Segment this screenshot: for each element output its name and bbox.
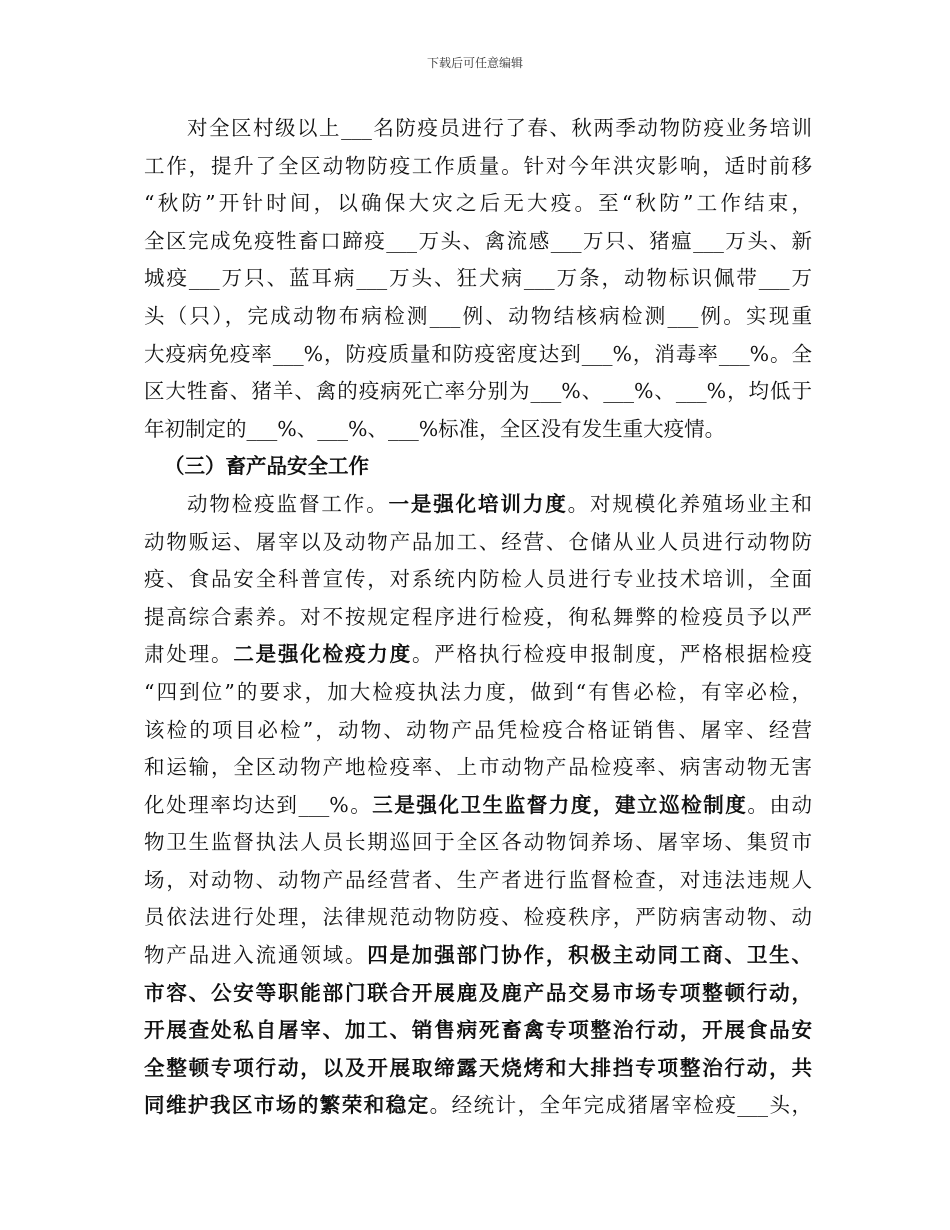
text-line	[144, 1087, 812, 1125]
text-run: 化处理率均达到___%。	[144, 792, 373, 817]
text-line	[144, 373, 812, 411]
bold-text-run: 市容、公安等职能部门联合开展鹿及鹿产品交易市场专项整顿行动，	[144, 980, 812, 1005]
text-run: 对全区村级以上___名防疫员进行了春、秋两季动物防疫业务培训	[187, 116, 812, 140]
text-run: 物卫生监督执法人员长期巡回于全区各动物饲养场、屠宰场、集贸市	[144, 830, 812, 855]
text-run: 物产品进入流通领域。	[144, 943, 368, 968]
text-run: 。经统计，全年完成猪屠宰检疫___头，	[429, 1093, 812, 1118]
text-run: 疫、食品安全科普宣传，对系统内防检人员进行专业技术培训，全面	[144, 567, 812, 592]
text-line	[144, 636, 812, 674]
text-run: 城疫___万只、蓝耳病___万头、狂犬病___万条，动物标识佩带___万	[144, 266, 812, 291]
text-line	[144, 524, 812, 562]
text-run: 全区完成免疫牲畜口蹄疫___万头、禽流感___万只、猪瘟___万头、新	[144, 228, 812, 253]
text-line	[144, 975, 812, 1013]
page-header: 下载后可任意编辑	[426, 56, 523, 70]
text-run: 员依法进行处理，法律规范动物防疫、检疫秩序，严防病害动物、动	[144, 905, 812, 930]
text-line	[144, 1050, 812, 1088]
text-line	[144, 749, 812, 787]
text-run: 大疫病免疫率___%，防疫质量和防疫密度达到___%，消毒率___%。全	[144, 341, 812, 366]
text-run: 动物贩运、屠宰以及动物产品加工、经营、仓储从业人员进行动物防	[144, 529, 812, 554]
text-run: “四到位”的要求，加大检疫执法力度，做到“有售必检，有宰必检，	[144, 679, 812, 704]
text-line	[144, 824, 812, 862]
text-run: 提高综合素养。对不按规定程序进行检疫，徇私舞弊的检疫员予以严	[144, 604, 812, 629]
text-run: 。由动	[747, 792, 812, 817]
text-line	[144, 486, 812, 524]
text-line	[144, 599, 812, 637]
text-run: 场，对动物、动物产品经营者、生产者进行监督检查，对违法违规人	[144, 867, 812, 892]
bold-text-run: 二是强化检疫力度	[233, 642, 412, 667]
text-run: 动物检疫监督工作。	[187, 491, 389, 516]
text-run: 和运输，全区动物产地检疫率、上市动物产品检疫率、病害动物无害	[144, 755, 812, 780]
text-line	[144, 561, 812, 599]
text-run: 。严格执行检疫申报制度，严格根据检疫	[411, 642, 812, 667]
text-line	[144, 223, 812, 261]
bold-text-run: 四是加强部门协作，积极主动同工商、卫生、	[367, 943, 812, 968]
text-run: 年初制定的___%、___%、___%标准，全区没有发生重大疫情。	[144, 416, 726, 441]
text-run: 肃处理。	[144, 642, 234, 667]
section-heading	[144, 448, 812, 486]
text-run: 区大牲畜、猪羊、禽的疫病死亡率分别为___%、___%、___%，均低于	[144, 379, 812, 404]
text-run: 头（只），完成动物布病检测___例、动物结核病检测___例。实现重	[144, 303, 812, 328]
bold-text-run: 同维护我区市场的繁荣和稳定	[144, 1093, 430, 1118]
bold-text-run: 三是强化卫生监督力度，建立巡检制度	[372, 792, 748, 817]
text-line	[144, 110, 812, 148]
text-run: 工作，提升了全区动物防疫工作质量。针对今年洪灾影响，适时前移	[144, 153, 812, 178]
text-line	[144, 298, 812, 336]
text-run: 。对规模化养殖场业主和	[567, 491, 812, 516]
text-line	[144, 411, 812, 449]
text-line	[144, 787, 812, 825]
bold-text-run: 全整顿专项行动，以及开展取缔露天烧烤和大排挡专项整治行动，共	[144, 1055, 812, 1080]
bold-text-run: 开展查处私自屠宰、加工、销售病死畜禽专项整治行动，开展食品安	[144, 1018, 812, 1043]
text-line	[144, 148, 812, 186]
text-line	[144, 862, 812, 900]
text-run: 该检的项目必检”，动物、动物产品凭检疫合格证销售、屠宰、经营	[144, 717, 812, 742]
text-line	[144, 899, 812, 937]
text-line	[144, 1012, 812, 1050]
text-line	[144, 712, 812, 750]
text-run: （三）畜产品安全工作	[164, 454, 369, 479]
bold-text-run: 一是强化培训力度	[388, 491, 568, 516]
text-line	[144, 185, 812, 223]
text-line	[144, 937, 812, 975]
text-line	[144, 336, 812, 374]
document-body	[144, 110, 812, 1125]
text-line	[144, 674, 812, 712]
text-line	[144, 260, 812, 298]
text-run: “秋防”开针时间，以确保大灾之后无大疫。至“秋防”工作结束，	[144, 191, 812, 216]
